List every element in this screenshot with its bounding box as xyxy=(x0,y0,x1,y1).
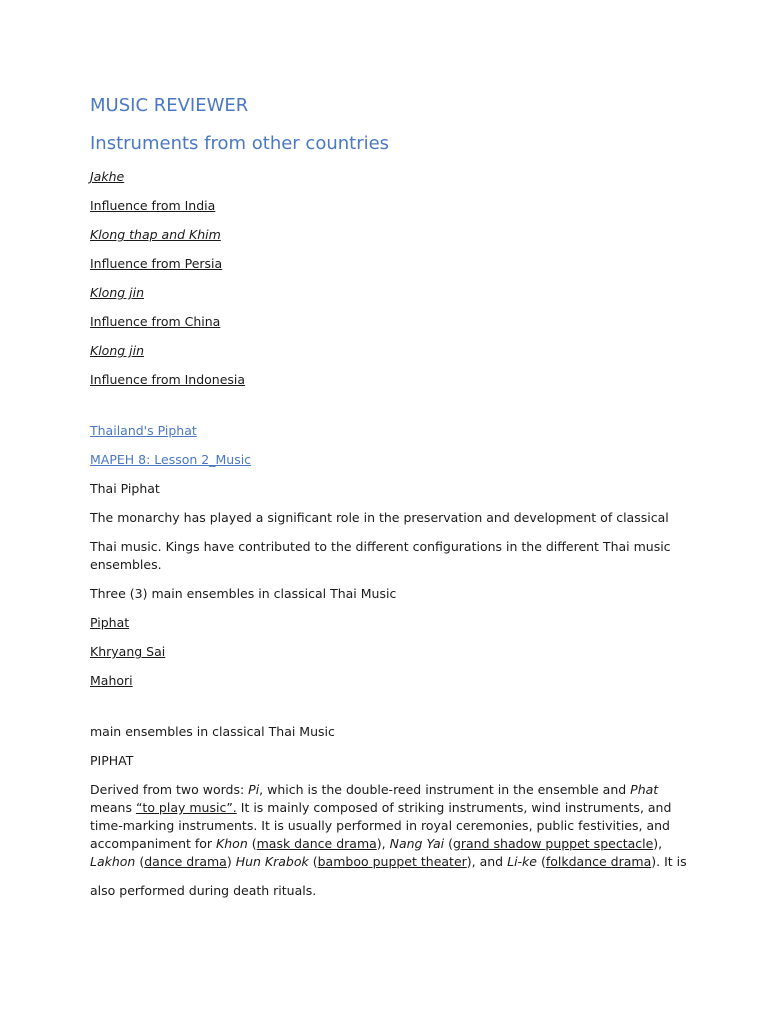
document-title: MUSIC REVIEWER xyxy=(90,95,249,116)
instrument-influence: Influence from China xyxy=(90,314,221,329)
thai-piphat-label: Thai Piphat xyxy=(90,481,160,496)
instrument-influence: Influence from Indonesia xyxy=(90,372,246,387)
ensemble-item: Mahori xyxy=(90,673,133,688)
instrument-name: Klong thap and Khim xyxy=(90,227,221,242)
death-rituals-text: also performed during death rituals. xyxy=(90,883,317,898)
piphat-link[interactable]: Thailand's Piphat xyxy=(90,423,197,438)
instrument-influence: Influence from Persia xyxy=(90,256,223,271)
document-page xyxy=(90,94,690,911)
spacer xyxy=(90,400,690,422)
instrument-name: Klong jin xyxy=(90,343,145,358)
ensemble-item: Khryang Sai xyxy=(90,644,166,659)
monarchy-text-line1: The monarchy has played a significant role in the preservation and development of classical xyxy=(90,510,669,525)
piphat-heading: PIPHAT xyxy=(90,753,134,768)
main-ensembles-label: main ensembles in classical Thai Music xyxy=(90,724,335,739)
section-heading: Instruments from other countries xyxy=(90,133,390,154)
instrument-influence: Influence from India xyxy=(90,198,216,213)
ensemble-item: Piphat xyxy=(90,615,130,630)
instrument-name: Jakhe xyxy=(90,169,125,184)
monarchy-text-line2: Thai music. Kings have contributed to the different configurations in the different Thai music ensembles. xyxy=(90,539,671,572)
mapeh-link[interactable]: MAPEH 8: Lesson 2_Music xyxy=(90,452,252,467)
piphat-description: Derived from two words: Pi, which is the double-reed instrument in the ensemble and Phat means “to play music”. It is mainly composed of striking instruments, wind instruments, and time-marking instruments. It is usually performed in royal ceremonies, public festivities, and accompaniment for Khon (mask dance drama), Nang Yai (grand shadow puppet spectacle), Lakhon (dance drama) Hun Krabok (bamboo puppet theater), and Li-ke (folkdance drama). It is xyxy=(90,782,687,869)
spacer xyxy=(90,701,690,723)
three-ensembles-label: Three (3) main ensembles in classical Thai Music xyxy=(90,586,397,601)
instrument-name: Klong jin xyxy=(90,285,145,300)
